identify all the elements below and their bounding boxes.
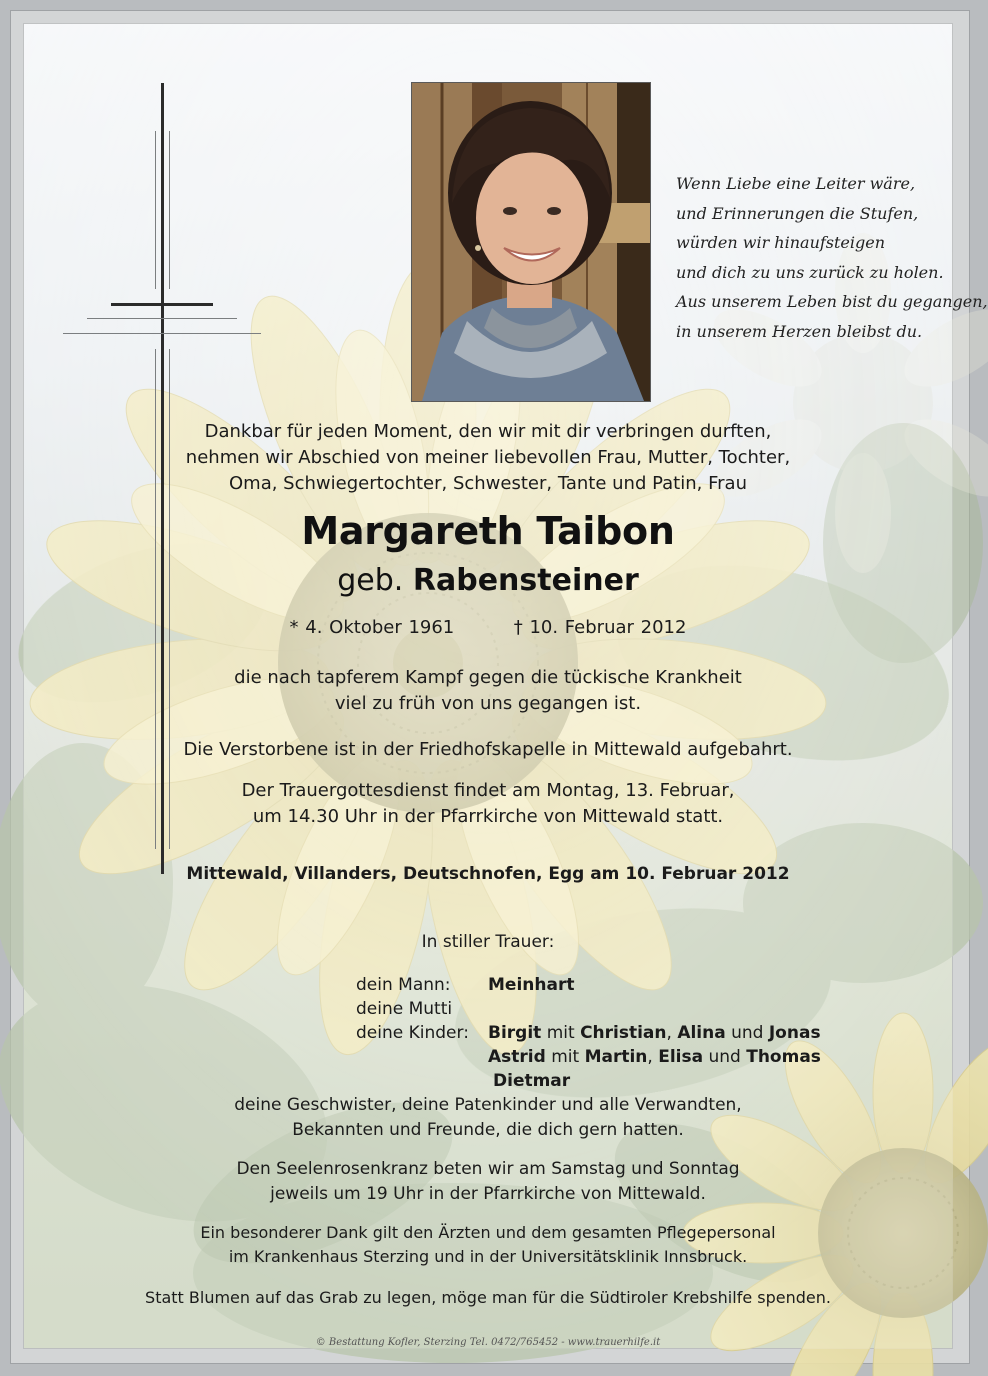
grandchild-name: Thomas [746, 1047, 821, 1067]
undertaker-footer: © Bestattung Kofler, Sterzing Tel. 0472/765452 - www.trauerhilfe.it [315, 1337, 661, 1348]
grandchild-name: Elisa [658, 1047, 704, 1067]
life-dates [23, 615, 953, 641]
funeral-line: Der Trauergottesdienst findet am Montag, 13. Februar, [241, 780, 735, 801]
rosary-text [23, 1157, 953, 1207]
rosary-line: jeweils um 19 Uhr in der Pfarrkirche von Mittewald. [270, 1184, 706, 1204]
mother-label: deine Mutti [356, 999, 453, 1019]
obituary-card [23, 23, 988, 1349]
maiden-prefix: geb. [337, 563, 404, 598]
death-date: † 10. Februar 2012 [513, 617, 687, 638]
poem-line: Wenn Liebe eine Leiter wäre, [676, 174, 916, 193]
portrait-photo [411, 82, 651, 402]
poem-line: und dich zu uns zurück zu holen. [676, 262, 944, 282]
intro-line: nehmen wir Abschied von meiner liebevollen Frau, Mutter, Tochter, [185, 447, 791, 468]
illness-text [23, 665, 953, 717]
child-line-3 [493, 1069, 570, 1093]
poem-line: in unserem Herzen bleibst du. [676, 321, 923, 341]
relatives-line: Bekannten und Freunde, die dich gern hatten. [292, 1120, 684, 1140]
funeral-line: um 14.30 Uhr in der Pfarrkirche von Mittewald statt. [252, 806, 724, 827]
intro-line: Dankbar für jeden Moment, den wir mit dir verbringen durften, [204, 421, 772, 442]
husband-first-name: Meinhart [488, 975, 575, 995]
child-name: Birgit [488, 1023, 542, 1043]
thanks-line: im Krankenhaus Sterzing und in der Universitätsklinik Innsbruck. [228, 1247, 748, 1266]
poem-line: und Erinnerungen die Stufen, [676, 203, 919, 223]
partner-name: Martin [584, 1047, 648, 1067]
rosary-line: Den Seelenrosenkranz beten wir am Samstag und Sonntag [236, 1159, 740, 1179]
thanks-line: Ein besonderer Dank gilt den Ärzten und dem gesamten Pflegepersonal [200, 1223, 776, 1242]
mourning-title: In stiller Trauer: [421, 932, 555, 952]
relatives-text [23, 1093, 953, 1143]
connector-text: mit [546, 1023, 575, 1043]
intro-line: Oma, Schwiegertochter, Schwester, Tante und Patin, Frau [229, 473, 747, 494]
connector-text: mit [551, 1047, 580, 1067]
grandchild-name: Alina [677, 1023, 726, 1043]
poem-line: würden wir hinaufsteigen [676, 233, 886, 252]
child-name: Dietmar [493, 1071, 571, 1091]
donation-text: Statt Blumen auf das Grab zu legen, möge man für die Südtiroler Krebshilfe spenden. [145, 1288, 831, 1307]
illness-line: viel zu früh von uns gegangen ist. [334, 693, 642, 714]
birth-date: * 4. Oktober 1961 [289, 617, 455, 638]
partner-name: Christian [580, 1023, 667, 1043]
child-name: Astrid [488, 1047, 546, 1067]
poem [676, 169, 988, 346]
thanks-text [23, 1221, 953, 1269]
maiden-surname: Rabensteiner [412, 563, 639, 598]
connector-text: und [708, 1047, 741, 1067]
laid-out-text: Die Verstorbene ist in der Friedhofskapelle in Mittewald aufgebahrt. [183, 739, 793, 760]
connector-text: und [731, 1023, 764, 1043]
poem-line: Aus unserem Leben bist du gegangen, [676, 292, 988, 311]
page-frame [10, 10, 988, 1364]
illness-line: die nach tapferem Kampf gegen die tückische Krankheit [234, 667, 742, 688]
funeral-text [23, 778, 953, 830]
husband-label: dein Mann: [356, 975, 451, 995]
deceased-name: Margareth Taibon [301, 509, 675, 553]
maiden-name [23, 561, 953, 601]
children-label: deine Kinder: [356, 1023, 469, 1043]
intro-text [23, 419, 953, 497]
child-line-1: Birgit mit Christian, Alina und Jonas [488, 1023, 821, 1043]
grandchild-name: Jonas [768, 1023, 821, 1043]
relatives-line: deine Geschwister, deine Patenkinder und alle Verwandten, [234, 1095, 742, 1115]
child-line-2: Astrid mit Martin, Elisa und Thomas [488, 1047, 821, 1067]
husband-name [488, 973, 574, 997]
place-date: Mittewald, Villanders, Deutschnofen, Egg am 10. Februar 2012 [186, 864, 790, 884]
